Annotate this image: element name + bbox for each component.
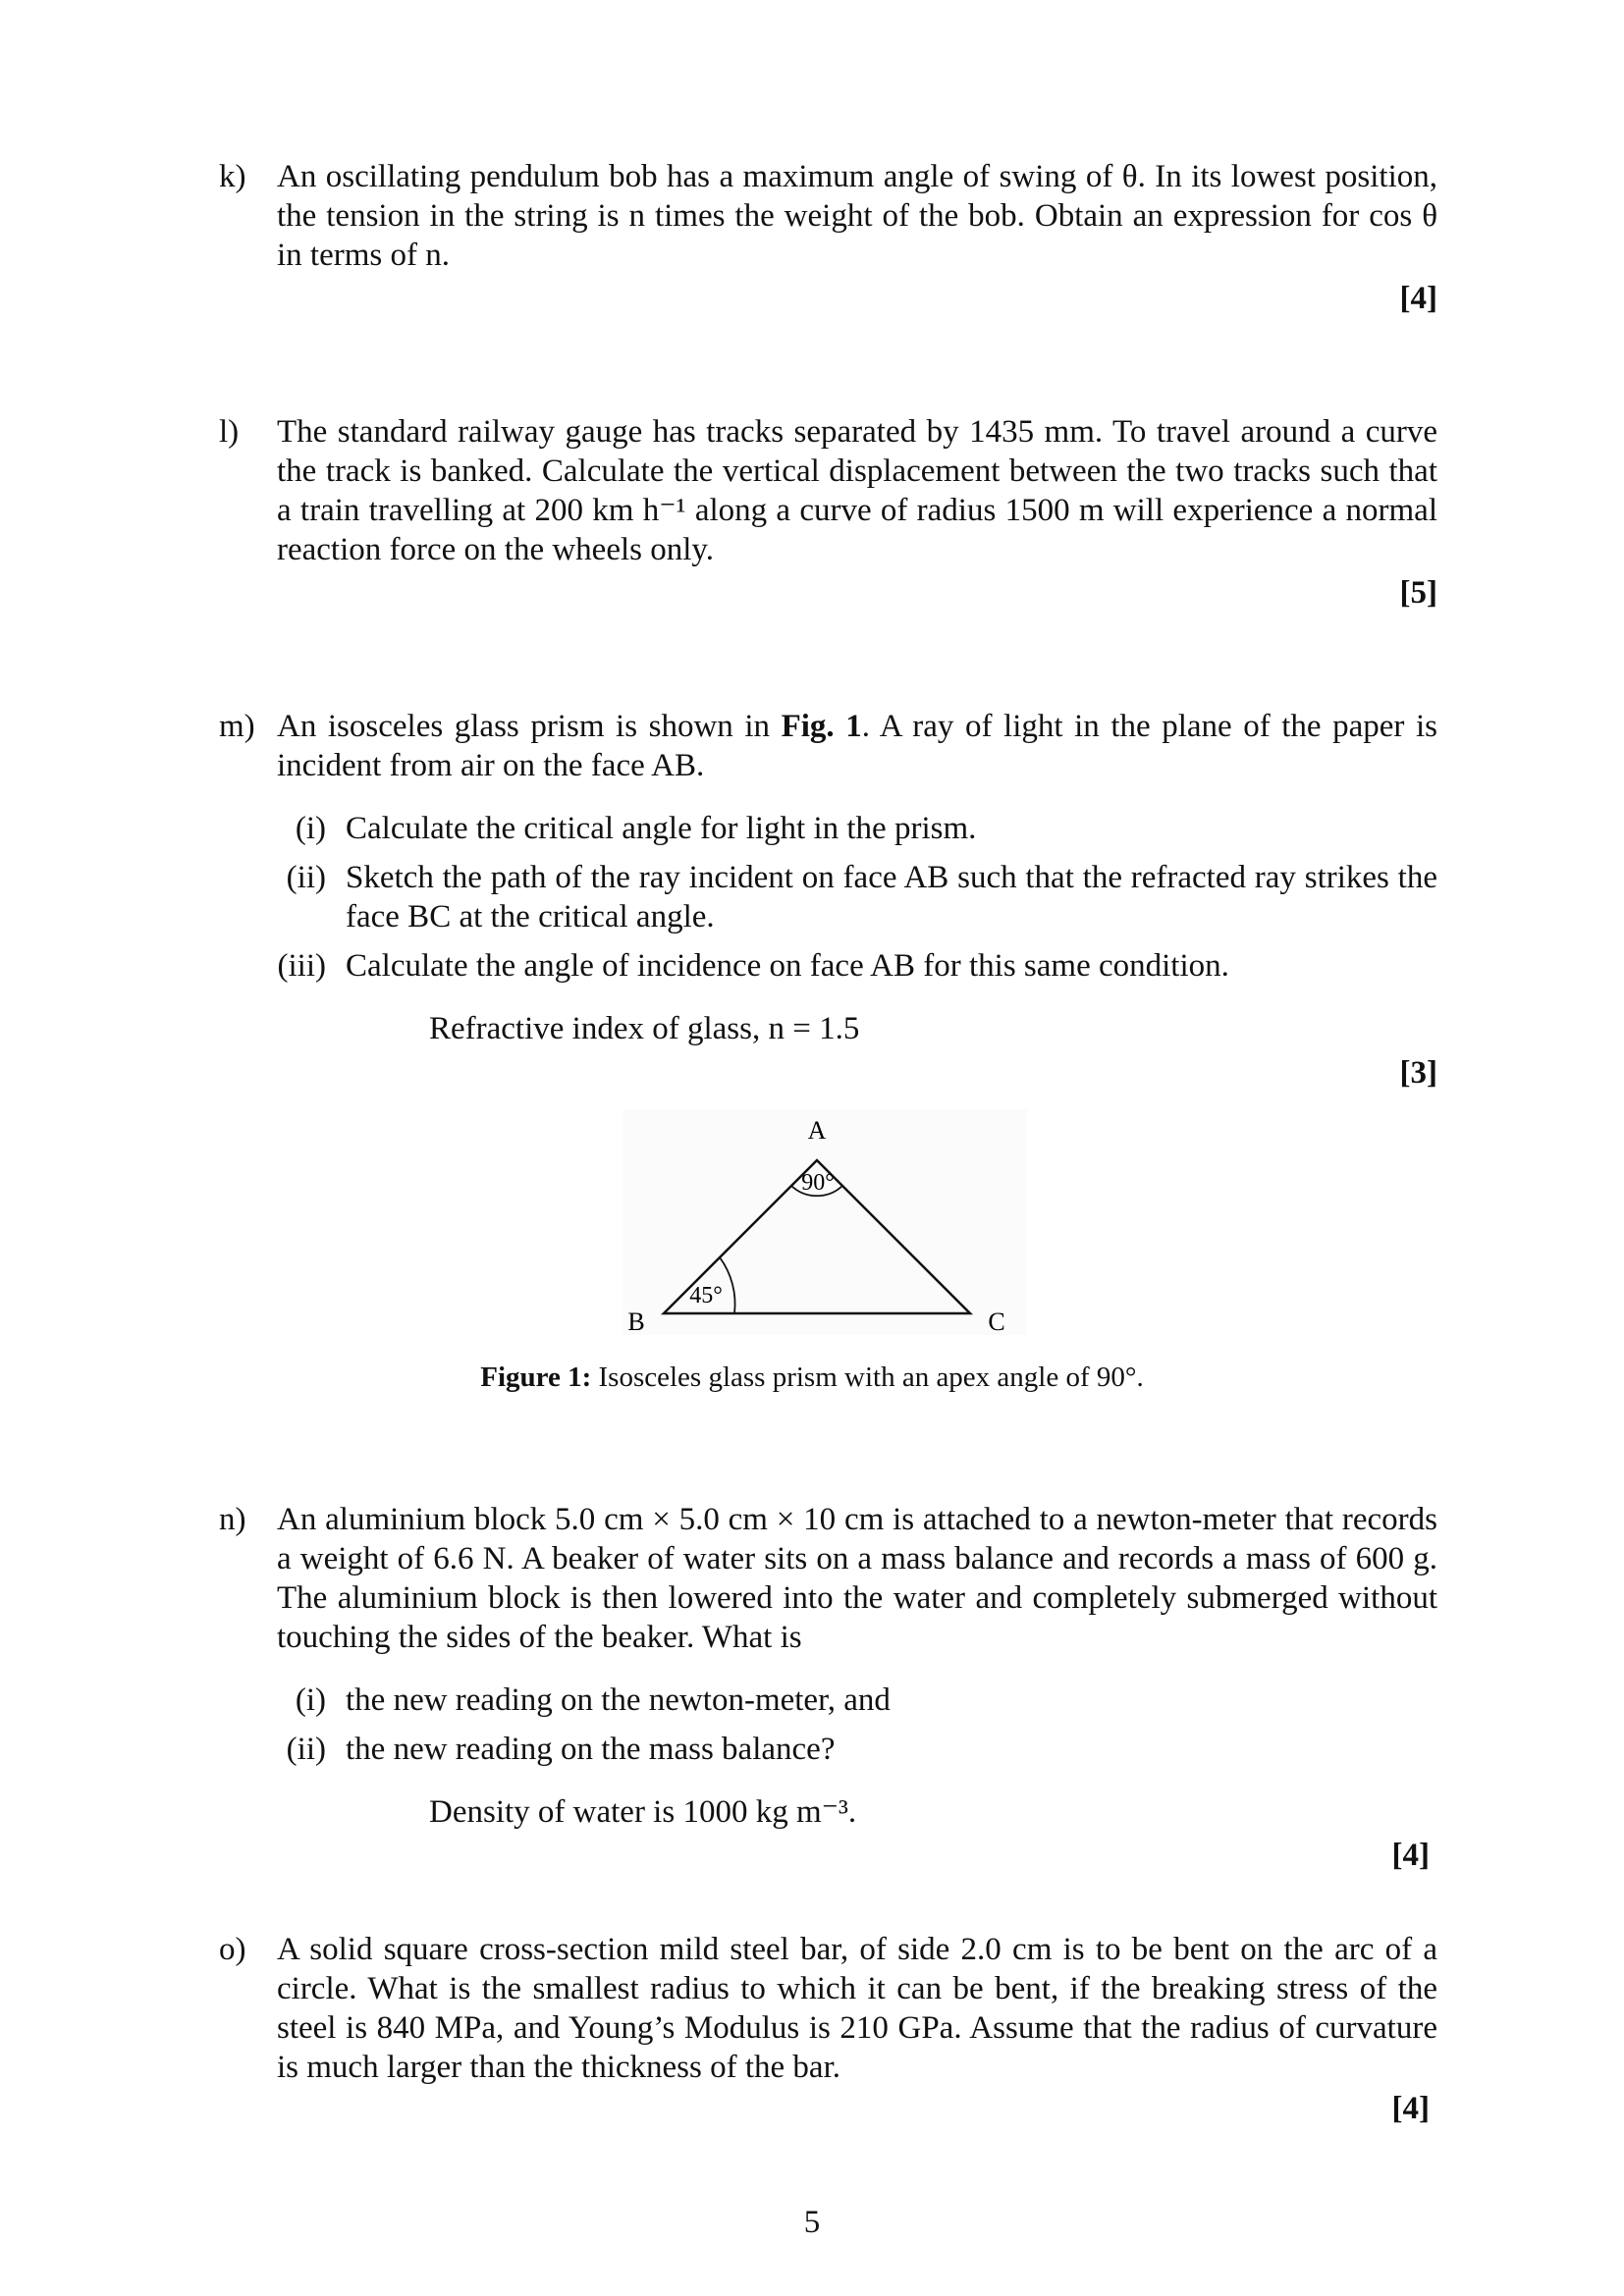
subpart xyxy=(222,858,1437,936)
apex-angle-label: 90° xyxy=(801,1170,835,1196)
subpart-number: (iii) xyxy=(277,948,326,984)
question-k xyxy=(219,157,1437,275)
prism-figure xyxy=(619,1109,1031,1335)
vertex-b-label: B xyxy=(627,1308,645,1335)
subpart-number: (ii) xyxy=(286,1732,326,1767)
density-note: Density of water is 1000 kg m⁻³. xyxy=(429,1794,857,1830)
figure-caption xyxy=(0,1360,1624,1395)
page-number: 5 xyxy=(803,2205,821,2240)
marks-m: [3] xyxy=(1399,1055,1437,1091)
base-angle-label: 45° xyxy=(689,1283,723,1308)
marks-l: [5] xyxy=(1399,575,1437,611)
question-text: The standard railway gauge has tracks separated by 1435 mm. To travel around a curve the track is banked. Calculate the vertical displacement between the two tracks such that a train travelling at 200 km h⁻¹ along a curve of radius 1500 m will experience a normal reaction force on the wheels only. xyxy=(277,414,1437,567)
question-label: n) xyxy=(219,1502,246,1537)
subpart-text: the new reading on the mass balance? xyxy=(346,1732,836,1767)
subpart xyxy=(222,946,1437,986)
caption-label: Figure 1: xyxy=(480,1362,592,1393)
question-m xyxy=(219,707,1437,984)
subpart xyxy=(222,809,1437,848)
subpart-number: (i) xyxy=(295,811,326,846)
subpart-number: (i) xyxy=(295,1682,326,1718)
question-text: An aluminium block 5.0 cm × 5.0 cm × 10 cm is attached to a newton-meter that records a weight of 6.6 N. A beaker of water sits on a mass balance and records a mass of 600 g. The aluminium block is then lowered into the water and completely submerged without touching the sides of the beaker. What is xyxy=(277,1502,1437,1655)
question-o xyxy=(219,1930,1437,2087)
vertex-c-label: C xyxy=(988,1308,1005,1335)
subpart xyxy=(222,1681,1437,1720)
question-text xyxy=(277,707,1437,785)
subpart-number: (ii) xyxy=(286,860,326,895)
subpart-text: Sketch the path of the ray incident on face AB such that the refracted ray strikes the face BC at the critical angle. xyxy=(346,860,1437,934)
vertex-a-label: A xyxy=(807,1116,827,1145)
question-text: An oscillating pendulum bob has a maximum angle of swing of θ. In its lowest position, the tension in the string is n times the weight of the bob. Obtain an expression for cos θ in terms of n. xyxy=(277,159,1437,273)
question-l xyxy=(219,412,1437,569)
figure-reference: Fig. 1 xyxy=(781,709,862,744)
subpart-text: Calculate the critical angle for light in the prism. xyxy=(346,811,977,846)
marks-n: [4] xyxy=(1391,1838,1430,1873)
question-text: A solid square cross-section mild steel bar, of side 2.0 cm is to be bent on the arc of a circle. What is the smallest radius to which it can be bent, if the breaking stress of the steel is 840 MPa, and Young’s Modulus is 210 GPa. Assume that the radius of curvature is much larger than the thickness of the bar. xyxy=(277,1932,1437,2085)
subpart-text: Calculate the angle of incidence on face AB for this same condition. xyxy=(346,948,1229,984)
marks-o: [4] xyxy=(1391,2091,1430,2126)
caption-text: Isosceles glass prism with an apex angle of 90°. xyxy=(598,1362,1144,1393)
question-label: o) xyxy=(219,1932,246,1967)
question-label: k) xyxy=(219,159,246,194)
refractive-index-note: Refractive index of glass, n = 1.5 xyxy=(429,1011,860,1046)
question-label: l) xyxy=(219,414,240,450)
question-n xyxy=(219,1500,1437,1767)
question-text-part: . A ray of light in the plane of the paper is incident from air on the face AB. xyxy=(277,709,1437,783)
subpart-text: the new reading on the newton-meter, and xyxy=(346,1682,891,1718)
question-text-part: An isosceles glass prism is shown in xyxy=(277,709,782,744)
marks-k: [4] xyxy=(1399,281,1437,316)
question-label: m) xyxy=(219,709,255,744)
subpart xyxy=(222,1730,1437,1769)
